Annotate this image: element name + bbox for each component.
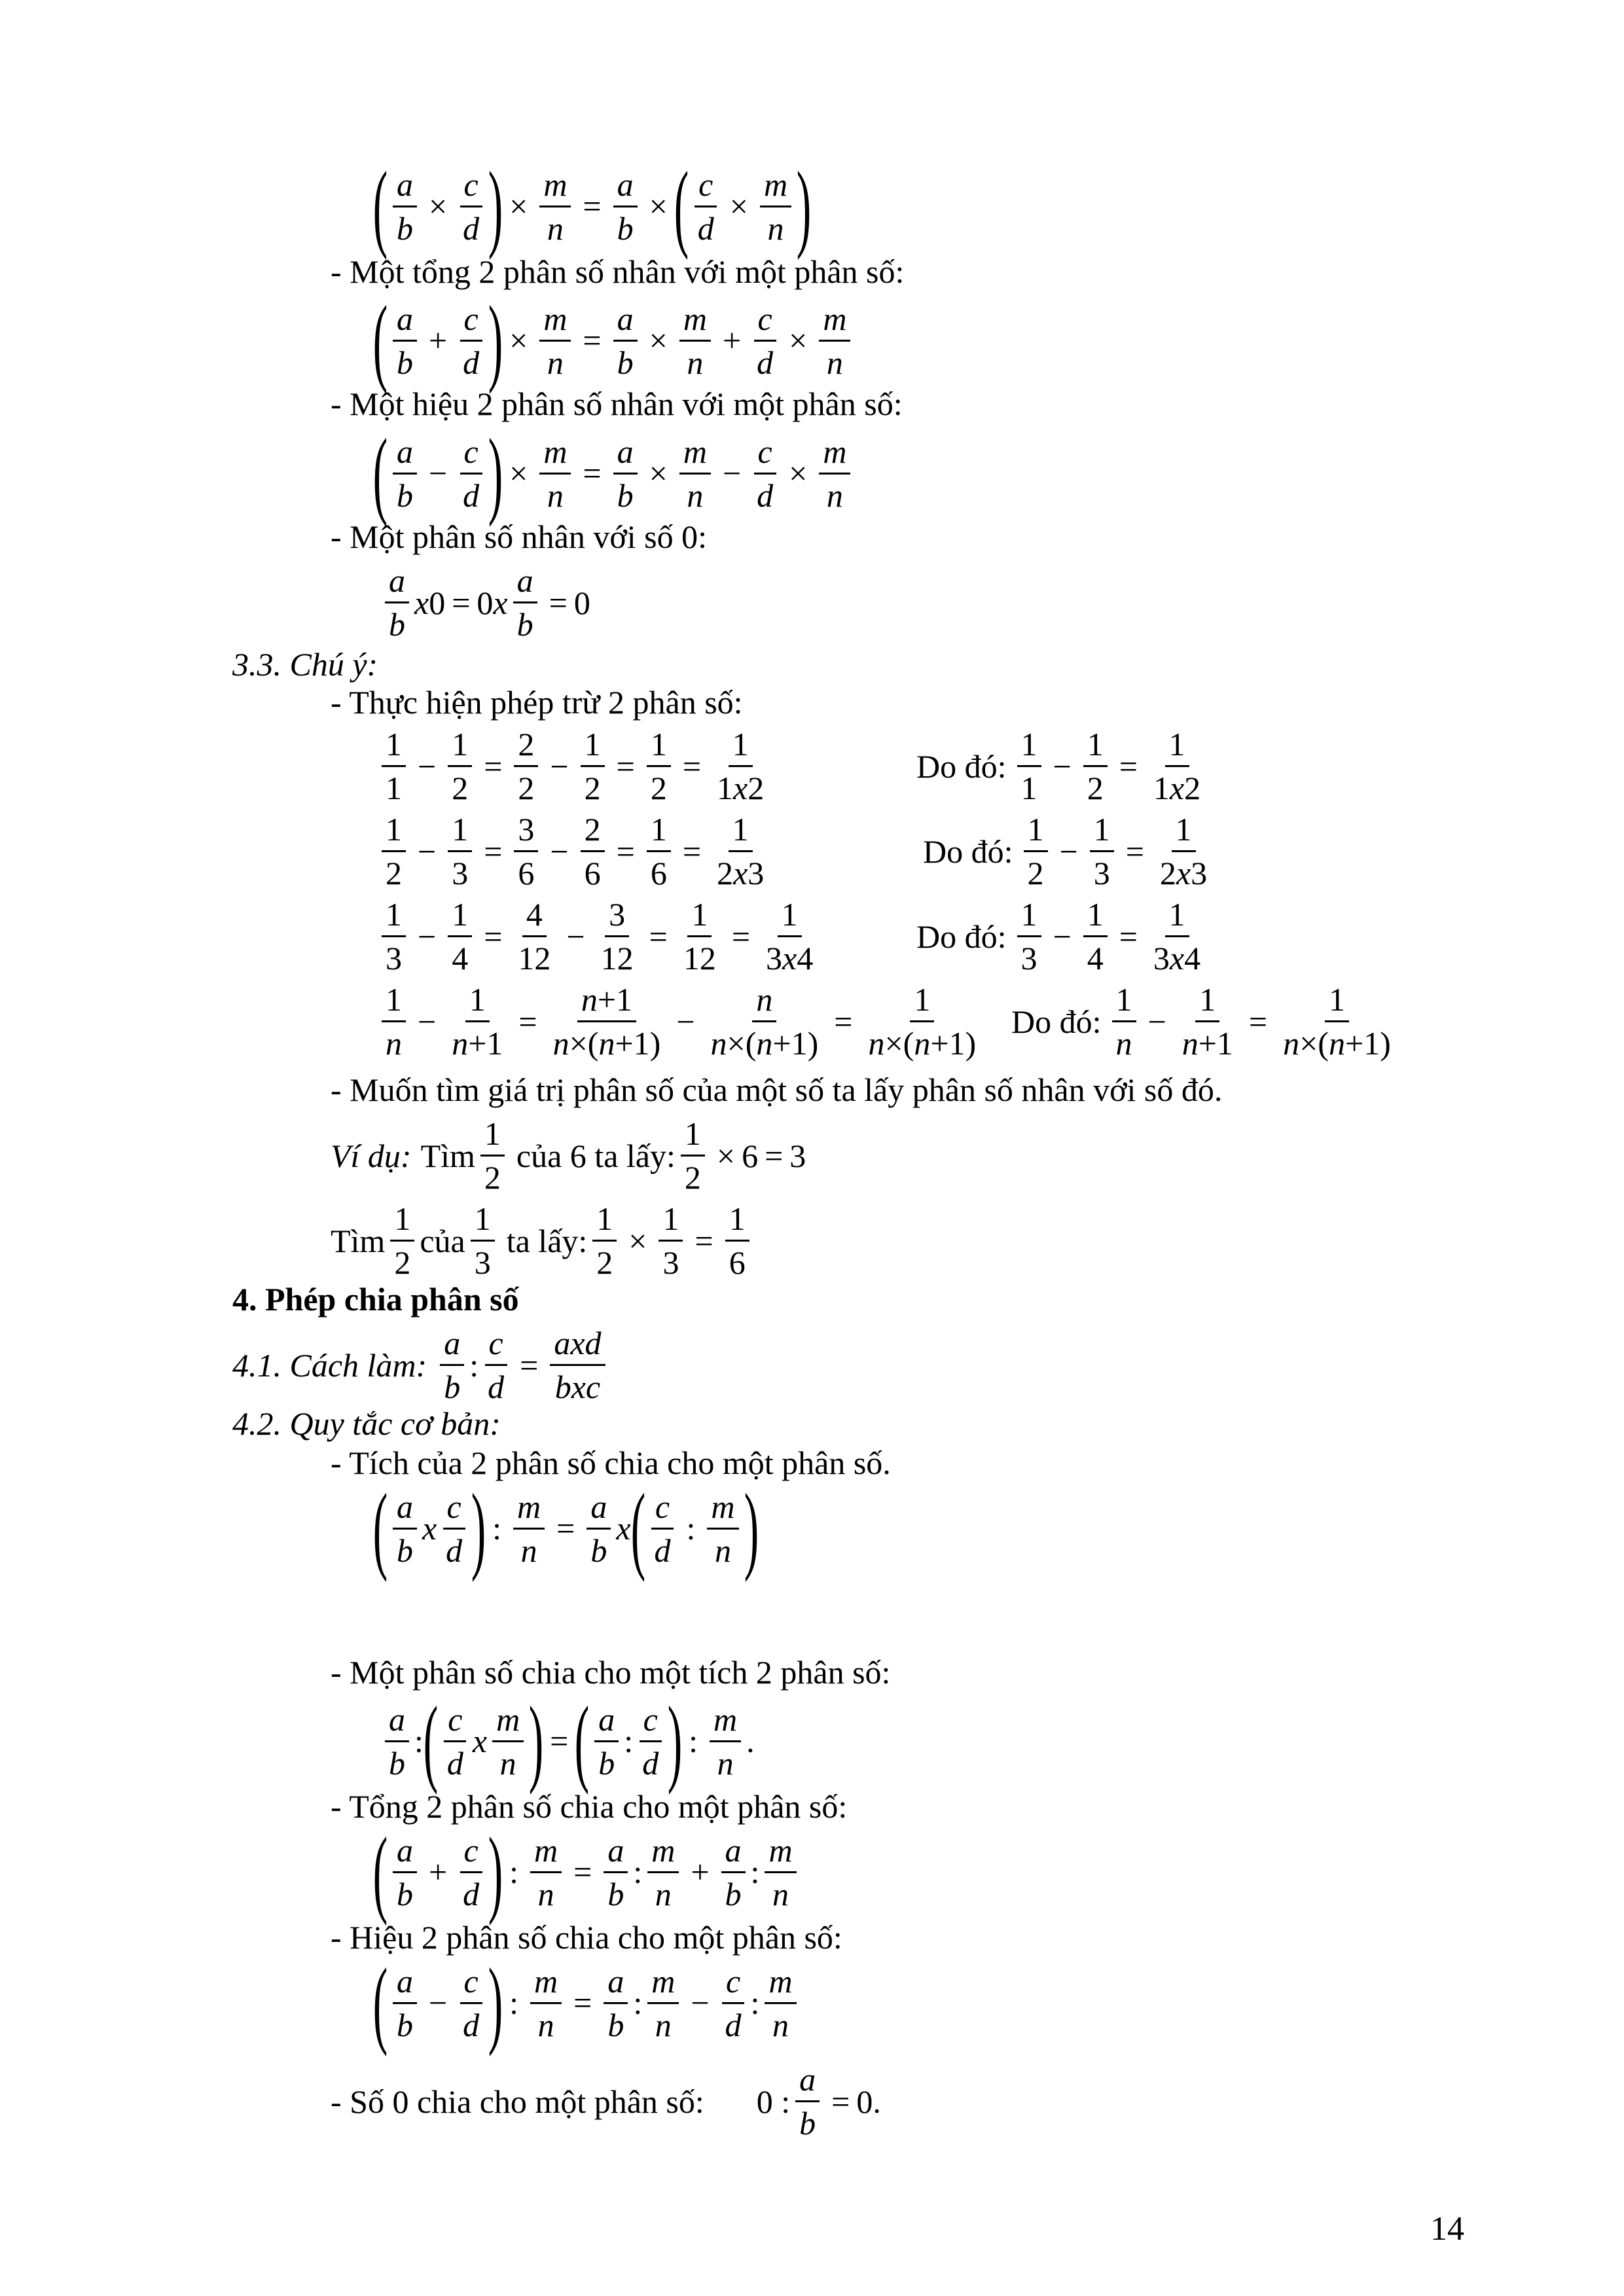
- page-number: 14: [1430, 2210, 1464, 2248]
- rules-heading: 4.2. Quy tắc cơ bản:: [232, 1405, 501, 1442]
- tim-label: Tìm: [331, 1222, 386, 1259]
- example-label: Ví dụ:: [331, 1137, 412, 1174]
- zero-div-label: - Số 0 chia cho một phân số:: [331, 2083, 704, 2120]
- subtract-intro: - Thực hiện phép trừ 2 phân số:: [331, 684, 743, 721]
- subtract-row-n: $\frac{1}{n}$ − $\frac{1}{n+1}$ = $\frac{n+1}{n\times(n+1)}$ − $\frac{n}{n\times(n+1)}$ = $\frac{1}{n\times(n+1)}$: [376, 978, 985, 1064]
- formula-div-by-product: $\frac{a}{b}$ : ( $\frac{c}{d}$ x $\frac{m}{n}$ ) = ( $\frac{a}{b}$ : $\frac{c}{d}$ ) : $\frac{m}{n}$ .: [380, 1692, 755, 1790]
- formula-diff-times: ( $\frac{a}{b}$ − $\frac{c}{d}$ ) × $\frac{m}{n}$ = $\frac{a}{b}$ × $\frac{m}{n}$ − $\frac{c}{d}$ × $\frac{m}{n}$: [373, 424, 856, 522]
- formula-zero-times: $\frac{a}{b}$ x0 = 0x $\frac{a}{b}$ = 0: [380, 560, 590, 645]
- example-2: Tìm $\frac{1}{2}$ của $\frac{1}{3}$ ta lấy: $\frac{1}{2}$ × $\frac{1}{3}$ = $\frac{1}{6}$: [331, 1198, 755, 1283]
- subtract-result-3: Do đó: $\frac{1}{3}$ − $\frac{1}{4}$ = $\frac{1}{3x4}$: [916, 893, 1210, 979]
- do-do-label: Do đó:: [1011, 1003, 1102, 1040]
- formula-assoc-mult: ( $\frac{a}{b}$ × $\frac{c}{d}$ ) × $\frac{m}{n}$ = $\frac{a}{b}$ × ( $\frac{c}{d}$ × $\frac{m}{n}$ ): [372, 152, 812, 260]
- rule-sum-times: - Một tổng 2 phân số nhân với một phân số:: [331, 253, 905, 290]
- section4-heading: 4. Phép chia phân số: [232, 1281, 519, 1318]
- value-rule: - Muốn tìm giá trị phân số của một số ta lấy phân số nhân với số đó.: [331, 1071, 1223, 1108]
- formula-product-div: ( $\frac{a}{b}$ x $\frac{c}{d}$ ) : $\frac{m}{n}$ = $\frac{a}{b}$ x ( $\frac{c}{d}$ : $\frac{m}{n}$ ): [372, 1474, 759, 1583]
- cua-label: của: [420, 1222, 465, 1259]
- subtract-result-2: Do đó: $\frac{1}{2}$ − $\frac{1}{3}$ = $\frac{1}{2x3}$: [923, 808, 1216, 894]
- division-method: 4.1. Cách làm: $\frac{a}{b}$ : $\frac{c}{d}$ = $\frac{\text{axd}}{\text{bxc}}$: [232, 1322, 611, 1408]
- formula-diff-div: ( $\frac{a}{b}$ − $\frac{c}{d}$ ) : $\frac{m}{n}$ = $\frac{a}{b}$ : $\frac{m}{n}$ − $\frac{c}{d}$ : $\frac{m}{n}$: [373, 1954, 802, 2052]
- rule-div-by-product: - Một phân số chia cho một tích 2 phân số:: [331, 1654, 891, 1691]
- formula-sum-div: ( $\frac{a}{b}$ + $\frac{c}{d}$ ) : $\frac{m}{n}$ = $\frac{a}{b}$ : $\frac{m}{n}$ + $\frac{a}{b}$ : $\frac{m}{n}$: [373, 1823, 802, 1921]
- rule-product-div: - Tích của 2 phân số chia cho một phân số.: [331, 1444, 891, 1481]
- subtract-result-1: Do đó: $\frac{1}{1}$ − $\frac{1}{2}$ = $\frac{1}{1x2}$: [916, 723, 1210, 809]
- subtract-result-n: Do đó: $\frac{1}{n}$ − $\frac{1}{n+1}$ = $\frac{1}{n\times(n+1)}$: [1011, 978, 1400, 1064]
- do-do-label: Do đó:: [916, 918, 1007, 955]
- subtract-row-1: $\frac{1}{1}$ − $\frac{1}{2}$ = $\frac{2}{2}$ − $\frac{1}{2}$ = $\frac{1}{2}$ = $\frac{1}{1x2}$: [376, 723, 773, 809]
- rule-zero-div: - Số 0 chia cho một phân số: 0 : $\frac{a}{b}$ = 0.: [331, 2058, 881, 2144]
- subtract-row-3: $\frac{1}{3}$ − $\frac{1}{4}$ = $\frac{4}{12}$ − $\frac{3}{12}$ = $\frac{1}{12}$ = $\frac{1}{3x4}$: [376, 893, 822, 979]
- do-do-label: Do đó:: [923, 833, 1013, 870]
- rule-diff-div: - Hiệu 2 phân số chia cho một phân số:: [331, 1919, 842, 1956]
- rule-zero-times: - Một phân số nhân với số 0:: [331, 518, 708, 555]
- tim-label: Tìm: [420, 1137, 475, 1174]
- formula-sum-times: ( $\frac{a}{b}$ + $\frac{c}{d}$ ) × $\frac{m}{n}$ = $\frac{a}{b}$ × $\frac{m}{n}$ + $\frac{c}{d}$ × $\frac{m}{n}$: [373, 291, 856, 389]
- method-label: 4.1. Cách làm:: [232, 1346, 427, 1384]
- rule-diff-times: - Một hiệu 2 phân số nhân với một phân số:: [331, 386, 903, 422]
- do-do-label: Do đó:: [916, 747, 1007, 785]
- rule-sum-div: - Tổng 2 phân số chia cho một phân số:: [331, 1788, 848, 1825]
- note-heading: 3.3. Chú ý:: [232, 646, 378, 683]
- ta-lay-label: ta lấy:: [506, 1222, 588, 1259]
- subtract-row-2: $\frac{1}{2}$ − $\frac{1}{3}$ = $\frac{3}{6}$ − $\frac{2}{6}$ = $\frac{1}{6}$ = $\frac{1}{2x3}$: [376, 808, 773, 894]
- cua-6-label: của 6 ta lấy:: [516, 1137, 676, 1174]
- example-1: Ví dụ: Tìm $\frac{1}{2}$ của 6 ta lấy: $\frac{1}{2}$ × 6 = 3: [331, 1113, 806, 1198]
